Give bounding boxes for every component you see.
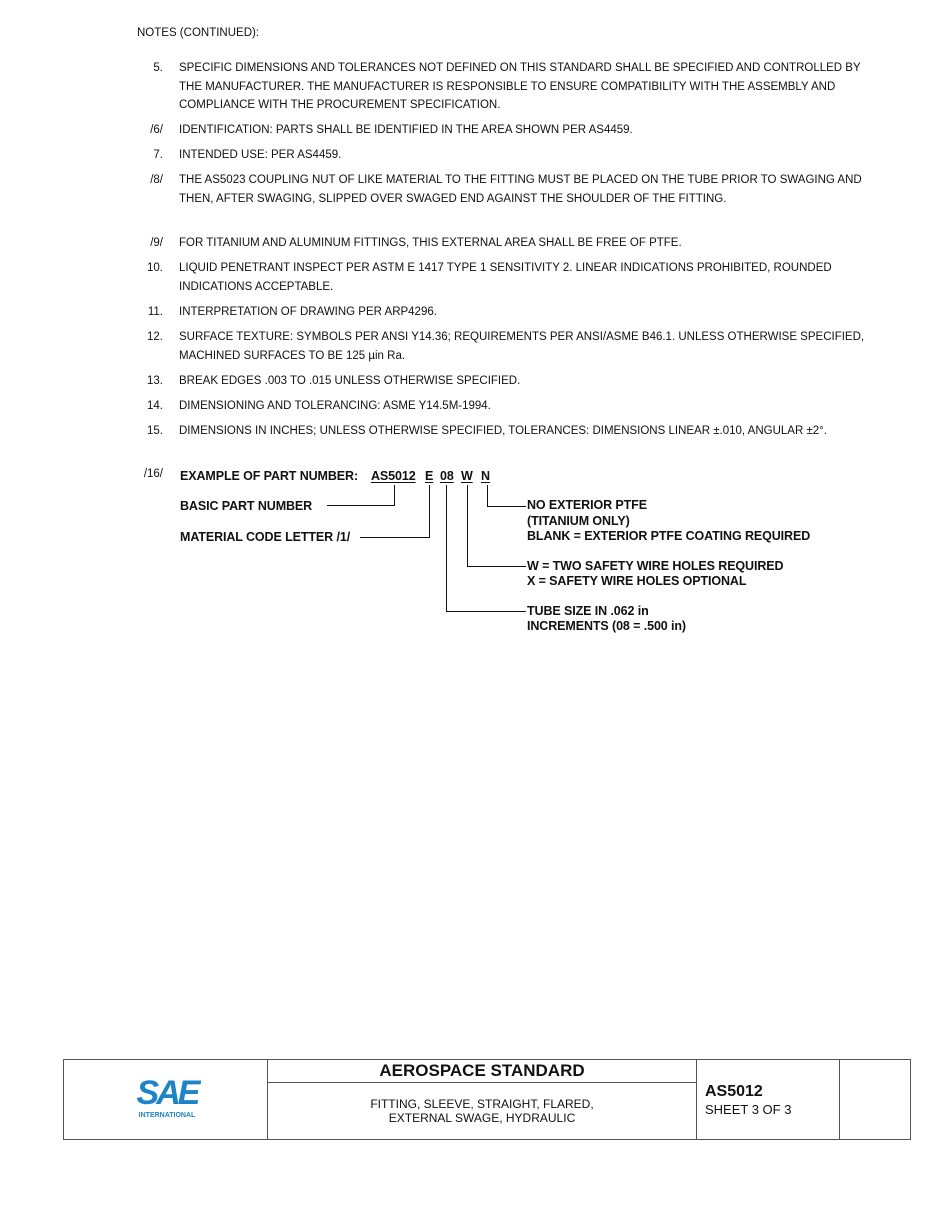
- note-number: 14.: [147, 400, 163, 412]
- example-label: EXAMPLE OF PART NUMBER:: [180, 469, 359, 483]
- part-material: E: [425, 469, 434, 483]
- note-text: LIQUID PENETRANT INSPECT PER ASTM E 1417 TYPE 1 SENSITIVITY 2. LINEAR INDICATIONS PROHIBITED, ROUNDED INDICATIONS ACCEPTABLE.: [179, 262, 832, 293]
- note-number: 15.: [147, 425, 163, 437]
- note-text: INTERPRETATION OF DRAWING PER ARP4296.: [179, 306, 437, 318]
- ptfe-label-1: NO EXTERIOR PTFE: [527, 498, 647, 512]
- ptfe-label-2: (TITANIUM ONLY): [527, 514, 630, 528]
- leader-wire-horizontal: [467, 566, 526, 567]
- note-text: BREAK EDGES .003 TO .015 UNLESS OTHERWISE SPECIFIED.: [179, 375, 521, 387]
- leader-base-vertical: [394, 485, 395, 505]
- notes-heading: NOTES (CONTINUED):: [137, 27, 260, 39]
- note-text: SURFACE TEXTURE: SYMBOLS PER ANSI Y14.36; REQUIREMENTS PER ANSI/ASME B46.1. UNLESS OTHERWISE SPECIFIED, MACHINED SURFACES TO BE 125 µin Ra.: [179, 331, 865, 362]
- size-label-1: TUBE SIZE IN .062 in: [527, 604, 649, 618]
- note-text: FOR TITANIUM AND ALUMINUM FITTINGS, THIS EXTERNAL AREA SHALL BE FREE OF PTFE.: [179, 237, 682, 249]
- note-text: SPECIFIC DIMENSIONS AND TOLERANCES NOT DEFINED ON THIS STANDARD SHALL BE SPECIFIED AND CONTROLLED BY THE MANUFACTURER. THE MANUFACTURER IS RESPONSIBLE TO ENSURE COMPATIBILITY WITH THE ASSEMBLY AND COMPLIANCE WITH THE PROCUREMENT SPECIFICATION.: [179, 62, 861, 111]
- leader-ptfe-horizontal: [487, 506, 526, 507]
- note-number: 12.: [147, 331, 163, 343]
- part-base: AS5012: [371, 469, 416, 483]
- note-number: 7.: [153, 149, 163, 161]
- description-line-1: FITTING, SLEEVE, STRAIGHT, FLARED,: [370, 1097, 594, 1111]
- note-number: /6/: [150, 124, 163, 136]
- document-number: AS5012: [705, 1083, 763, 1100]
- note-number: 5.: [153, 62, 163, 74]
- note-number: /16/: [143, 468, 163, 480]
- logo-cell: [63, 1059, 268, 1140]
- note-number: 13.: [147, 375, 163, 387]
- description-line-2: EXTERNAL SWAGE, HYDRAULIC: [388, 1111, 576, 1125]
- wire-label-2: X = SAFETY WIRE HOLES OPTIONAL: [527, 574, 747, 588]
- revision-cell: [839, 1059, 911, 1140]
- note-text: DIMENSIONS IN INCHES; UNLESS OTHERWISE SPECIFIED, TOLERANCES: DIMENSIONS LINEAR ±.010, ANGULAR ±2°.: [179, 425, 827, 437]
- note-number: 10.: [147, 262, 163, 274]
- leader-size-horizontal: [446, 611, 526, 612]
- part-size: 08: [440, 469, 454, 483]
- part-wire: W: [461, 469, 473, 483]
- note-text: THE AS5023 COUPLING NUT OF LIKE MATERIAL TO THE FITTING MUST BE PLACED ON THE TUBE PRIOR TO SWAGING AND THEN, AFTER SWAGING, SLIPPED OVER SWAGED END AGAINST THE SHOULDER OF THE FITTING.: [179, 174, 862, 205]
- note-text: INTENDED USE: PER AS4459.: [179, 149, 342, 161]
- leader-size-vertical: [446, 485, 447, 611]
- sae-logo-subtext: INTERNATIONAL: [138, 1112, 196, 1119]
- document-type-title: AEROSPACE STANDARD: [379, 1061, 585, 1080]
- ptfe-label-3: BLANK = EXTERIOR PTFE COATING REQUIRED: [527, 529, 811, 543]
- leader-ptfe-vertical: [487, 485, 488, 506]
- note-number: /9/: [150, 237, 163, 249]
- description-cell: [267, 1082, 697, 1140]
- sheet-number: SHEET 3 OF 3: [705, 1102, 792, 1117]
- leader-material-horizontal: [360, 537, 430, 538]
- note-text: DIMENSIONING AND TOLERANCING: ASME Y14.5M-1994.: [179, 400, 491, 412]
- basic-part-number-label: BASIC PART NUMBER: [180, 499, 313, 513]
- part-ptfe: N: [481, 469, 490, 483]
- note-number: /8/: [150, 174, 163, 186]
- doc-number-cell: [696, 1059, 840, 1140]
- material-code-label: MATERIAL CODE LETTER /1/: [180, 530, 351, 544]
- sae-logo: [134, 1076, 200, 1122]
- note-text: IDENTIFICATION: PARTS SHALL BE IDENTIFIED IN THE AREA SHOWN PER AS4459.: [179, 124, 633, 136]
- leader-wire-vertical: [467, 485, 468, 566]
- note-number: 11.: [147, 306, 163, 318]
- sae-logo-text: SAE: [136, 1074, 198, 1112]
- size-label-2: INCREMENTS (08 = .500 in): [527, 619, 686, 633]
- title-cell: [267, 1059, 697, 1083]
- leader-base-horizontal: [327, 505, 395, 506]
- leader-material-vertical: [429, 485, 430, 537]
- wire-label-1: W = TWO SAFETY WIRE HOLES REQUIRED: [527, 559, 784, 573]
